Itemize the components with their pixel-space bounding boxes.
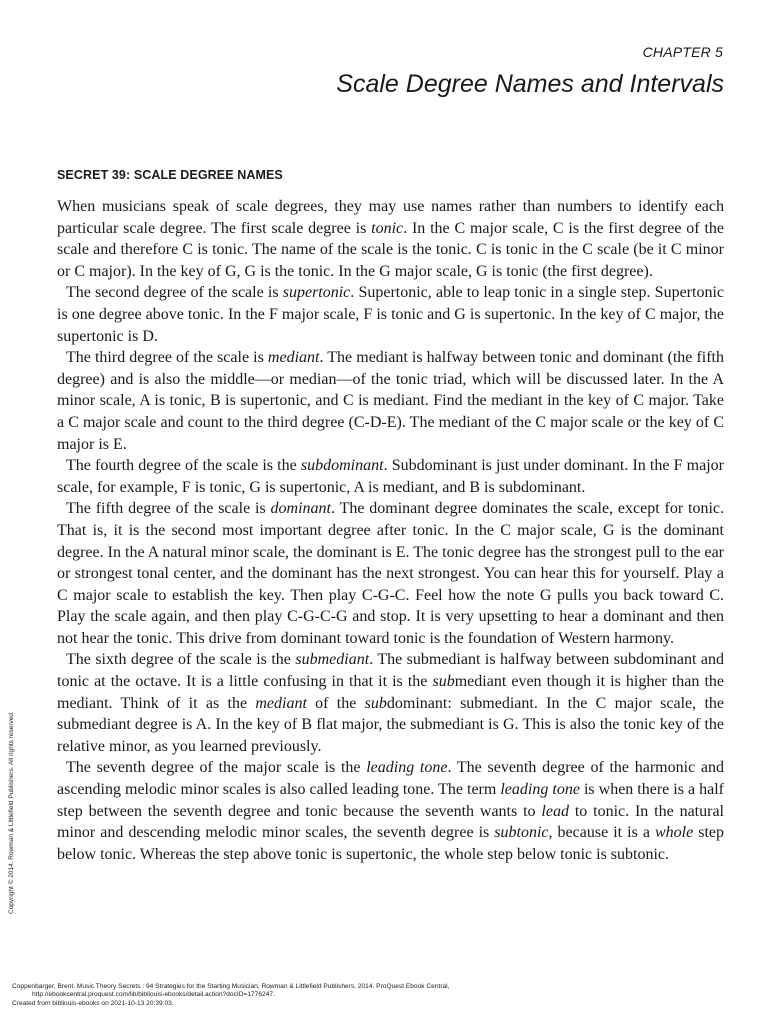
chapter-title: Scale Degree Names and Intervals bbox=[336, 70, 724, 98]
text-run: . In the C major scale, C is the first degree of the scale and therefore C is tonic. The name of the scale is the tonic. C is tonic in the C scale (be it C minor or C major). In the key of G, G is the tonic. In the G major scale, G is tonic (the first degree). bbox=[57, 219, 725, 280]
italic-term: whole bbox=[654, 824, 694, 842]
text-run: step below tonic. Whereas the step above tonic is supertonic, the whole step below tonic is subtonic. bbox=[57, 824, 724, 863]
italic-term: tonic bbox=[371, 219, 404, 237]
text-run: The fourth degree of the scale is the bbox=[66, 457, 301, 475]
paragraph-tonic bbox=[57, 196, 724, 282]
paragraph-mediant bbox=[57, 347, 724, 455]
chapter-label: CHAPTER 5 bbox=[642, 44, 723, 60]
italic-term: sub bbox=[364, 694, 387, 712]
text-run: The second degree of the scale is bbox=[66, 284, 283, 302]
italic-term: leading tone bbox=[500, 781, 580, 799]
text-run: dominant: submediant. In the C major scale, the submediant degree is A. In the key of B flat major, the submediant is G. This is also the tonic key of the relative minor, as you learned previously. bbox=[57, 694, 725, 755]
text-run: . Supertonic, able to leap tonic in a single step. Supertonic is one degree above tonic. In the F major scale, F is tonic and G is supertonic. In the key of C major, the supertonic is D. bbox=[57, 284, 724, 345]
text-run: The sixth degree of the scale is the bbox=[66, 651, 296, 669]
paragraph-dominant bbox=[57, 498, 724, 649]
paragraph-supertonic bbox=[57, 282, 724, 347]
body-text bbox=[57, 196, 724, 865]
text-run: . The seventh degree of the harmonic and ascending melodic minor scales is also called leading tone. The term bbox=[57, 759, 724, 799]
text-run: . The mediant is halfway between tonic and dominant (the fifth degree) and is also the middle—or median—of the tonic triad, which will be discussed later. In the A minor scale, A is tonic, B is supertonic, and C is mediant. Find the mediant in the key of C major. Take a C major scale and count to the third degree (C-D-E). The mediant of the C major scale or the key of C major is E. bbox=[57, 349, 725, 453]
text-run: to tonic. In the natural minor and descending melodic minor scales, the seventh degree is bbox=[57, 802, 724, 842]
text-run: . The dominant degree dominates the scale, except for tonic. That is, it is the second most important degree after tonic. In the C major scale, G is the dominant degree. In the A natural minor scale, the dominant is E. The tonic degree has the strongest pull to the ear or strongest tonal center, and the dominant has the next strongest. You can hear this for yourself. Play a C major scale to establish the key. Then play C-G-C. Feel how the note G pulls you back toward C. Play the scale again, and then play C-G-C-G and stop. It is very upsetting to hear a dominant and then not hear the tonic. This drive from dominant toward tonic is the foundation of Western harmony. bbox=[57, 500, 725, 647]
citation-created: Created from bibliouis-ebooks on 2021-10-13 20:39:03. bbox=[12, 999, 174, 1007]
text-run: When musicians speak of scale degrees, they may use names rather than numbers to identify each particular scale degree. The first scale degree is bbox=[57, 198, 724, 237]
section-heading: SECRET 39: SCALE DEGREE NAMES bbox=[57, 168, 283, 182]
text-run: of the bbox=[306, 694, 365, 712]
paragraph-subdominant bbox=[57, 455, 724, 498]
italic-term: leading tone bbox=[366, 759, 448, 777]
text-run: . The submediant is halfway between subdominant and tonic at the octave. It is a little confusing in that it is the bbox=[57, 651, 724, 691]
paragraph-submediant bbox=[57, 649, 724, 757]
citation-line: Coppenbarger, Brent. Music Theory Secrets : 94 Strategies for the Starting Musician, Rowman & Littlefield Publishers, 2014. ProQuest Ebook Central, bbox=[12, 983, 450, 990]
italic-term: mediant bbox=[267, 349, 320, 367]
paragraph-leading-tone bbox=[57, 757, 724, 865]
text-run: , because it is a bbox=[548, 824, 655, 842]
italic-term: subtonic bbox=[494, 824, 549, 842]
citation-url: http://ebookcentral.proquest.com/lib/bibliouis-ebooks/detail.action?docID=1776247. bbox=[32, 991, 275, 999]
citation-footer bbox=[12, 983, 449, 1008]
text-run: mediant even though it is higher than the mediant. Think of it as the bbox=[57, 673, 725, 712]
text-run: . Subdominant is just under dominant. In the F major scale, for example, F is tonic, G is supertonic, A is mediant, and B is subdominant. bbox=[57, 457, 724, 496]
copyright-notice: Copyright © 2014. Rowman & Littlefield Publishers. All rights reserved. bbox=[8, 711, 15, 914]
text-run: The fifth degree of the scale is bbox=[66, 500, 271, 518]
italic-term: dominant bbox=[270, 500, 331, 518]
italic-term: mediant bbox=[255, 694, 307, 712]
italic-term: supertonic bbox=[282, 284, 351, 302]
italic-term: submediant bbox=[295, 651, 370, 669]
text-run: The third degree of the scale is bbox=[66, 349, 268, 367]
italic-term: lead bbox=[541, 802, 569, 820]
text-run: is when there is a half step between the seventh degree and tonic because the seventh wants to bbox=[57, 781, 725, 820]
text-run: The seventh degree of the major scale is the bbox=[66, 759, 367, 777]
italic-term: sub bbox=[432, 673, 455, 691]
italic-term: subdominant bbox=[300, 457, 384, 475]
